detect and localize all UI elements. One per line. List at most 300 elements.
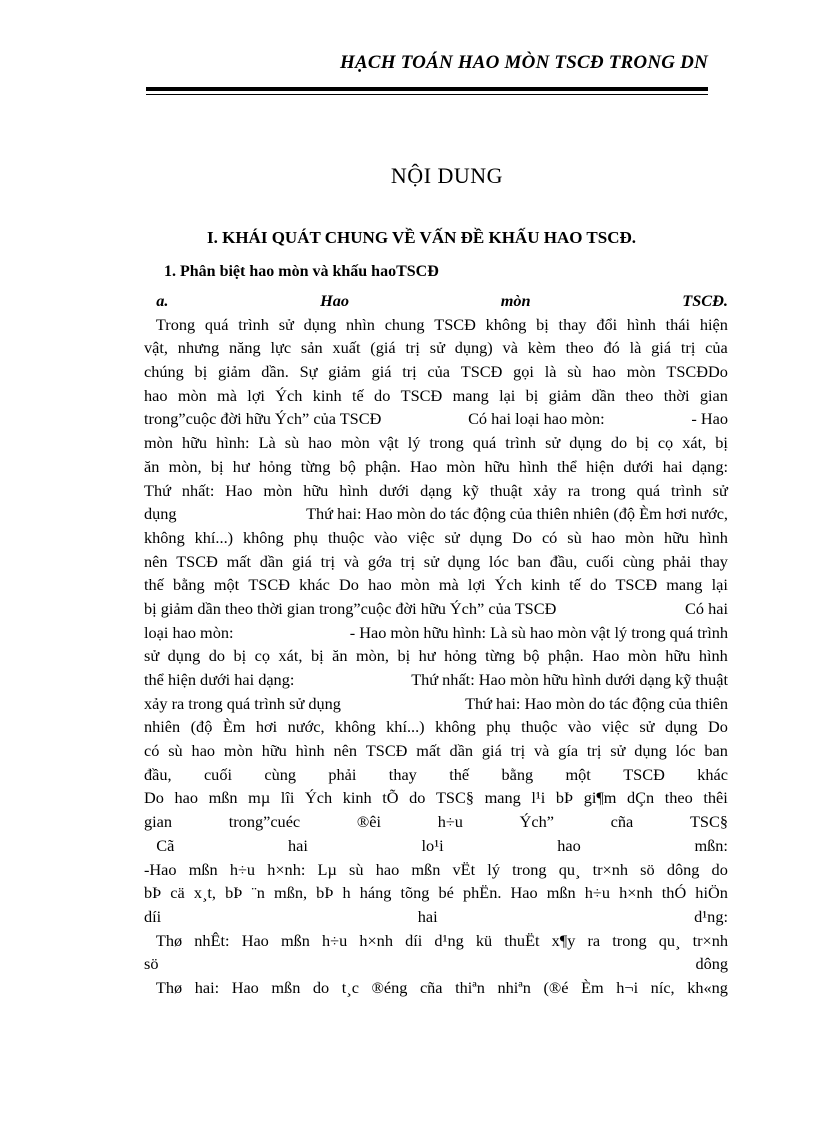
- body-word: - Hao mòn hữu hình: Là sù hao mòn vật lý trong quá trình: [349, 622, 728, 642]
- body-word: trị: [400, 551, 416, 571]
- body-word: dÇn: [627, 788, 655, 808]
- body-word: trình: [238, 314, 269, 334]
- body-word: vật,: [144, 338, 168, 358]
- body-word: trị: [405, 338, 420, 358]
- body-word: vào: [567, 717, 592, 737]
- body-word: cùng: [622, 551, 655, 571]
- header-title: HẠCH TOÁN HAO MÒN TSCĐ TRONG DN: [340, 52, 708, 73]
- body-word: thuËt: [504, 930, 540, 950]
- body-word: Do: [708, 717, 728, 737]
- body-word: của: [705, 338, 728, 358]
- body-line: [144, 929, 728, 953]
- body-word: gớa: [367, 551, 392, 571]
- body-word: ăn: [332, 646, 348, 666]
- body-word: mòn,: [168, 456, 202, 476]
- body-word: hữu: [484, 456, 510, 476]
- body-word: bộ: [339, 456, 356, 476]
- body-word: của: [427, 362, 451, 382]
- body-word: phải: [663, 551, 692, 571]
- body-word: mòn: [340, 433, 370, 453]
- body-word: Thứ hai: Hao mòn do tác động của thiên: [465, 693, 728, 713]
- body-line: [144, 881, 728, 905]
- body-line: [144, 455, 728, 479]
- body-word: lóc: [675, 741, 696, 761]
- body-word: giảm: [548, 385, 582, 405]
- body-line: [144, 313, 728, 337]
- body-line: [144, 976, 728, 1000]
- body-word: h÷u: [322, 930, 348, 950]
- body-word: Hao: [231, 977, 259, 997]
- body-word: vËt: [452, 859, 476, 879]
- body-word: mòn: [626, 362, 656, 382]
- body-line: [144, 550, 728, 574]
- body-word: thiªn: [455, 977, 485, 997]
- body-word: qu¸: [558, 859, 581, 879]
- body-word: thêi: [703, 788, 728, 808]
- body-word: trị: [402, 362, 417, 382]
- body-word: mang: [484, 788, 521, 808]
- body-word: TSCĐ: [400, 385, 443, 405]
- body-word: do: [409, 788, 426, 808]
- body-word: mßn: [188, 859, 218, 879]
- subsection-heading: 1. Phân biệt hao mòn và khấu haoTSCĐ: [164, 263, 439, 280]
- body-word: và: [533, 741, 550, 761]
- body-word: sö: [640, 859, 655, 879]
- body-word: h÷u: [437, 812, 463, 832]
- body-word: hao: [375, 859, 400, 879]
- body-word: dụng: [634, 741, 667, 761]
- body-word: bị: [210, 456, 224, 476]
- body-word: hao: [144, 385, 168, 405]
- body-word: thời: [663, 385, 690, 405]
- body-word: sản: [300, 338, 323, 358]
- body-line: [144, 502, 728, 526]
- body-word: tr×nh: [692, 930, 728, 950]
- body-word: sù: [349, 859, 364, 879]
- body-word: mòn: [500, 291, 531, 310]
- body-line: [144, 692, 728, 716]
- body-word: Có hai loại hao mòn:: [468, 409, 605, 429]
- body-word: h×nh:: [267, 859, 306, 879]
- body-word: trong: [612, 930, 647, 950]
- body-line: [144, 336, 728, 360]
- body-word: cä: [170, 883, 185, 903]
- body-word: phụ: [293, 527, 319, 547]
- body-word: tế: [569, 575, 581, 595]
- body-word: TSCĐ: [623, 764, 665, 784]
- body-line: [144, 289, 728, 313]
- body-word: lý: [487, 859, 500, 879]
- body-line: [144, 407, 728, 431]
- body-word: cña: [610, 812, 634, 832]
- body-word: hữu: [663, 527, 690, 547]
- body-word: không: [144, 527, 185, 547]
- body-word: sử: [639, 717, 655, 737]
- body-word: hữu: [261, 741, 287, 761]
- body-word: thay: [699, 551, 728, 571]
- body-word: gía: [558, 741, 579, 761]
- body-word: t¸c: [341, 977, 359, 997]
- body-word: dụng: [144, 504, 177, 524]
- body-word: trong: [429, 433, 464, 453]
- body-word: hữu: [181, 433, 208, 453]
- body-word: hư: [232, 456, 250, 476]
- body-word: quá: [472, 433, 497, 453]
- body-word: giảm: [217, 362, 251, 382]
- body-word: ban: [517, 551, 542, 571]
- body-word: dụng: [569, 433, 602, 453]
- body-word: phải: [328, 764, 357, 784]
- body-word: sử: [429, 338, 445, 358]
- body-word: kinh: [531, 575, 560, 595]
- body-word: thuộc: [521, 717, 558, 737]
- body-word: bị: [310, 646, 324, 666]
- body-word: nước,: [287, 717, 325, 737]
- body-word: dạng: [420, 480, 452, 500]
- body-line: [144, 644, 728, 668]
- body-word: Ých: [494, 575, 522, 595]
- body-word: ban: [704, 741, 728, 761]
- body-word: hình:: [216, 433, 250, 453]
- body-word: hao: [191, 741, 216, 761]
- body-word: hữu: [303, 480, 329, 500]
- body-word: (độ: [190, 717, 213, 737]
- body-word: mßn: [208, 788, 238, 808]
- body-word: mòn,: [355, 646, 389, 666]
- body-word: x¸t,: [193, 883, 216, 903]
- body-word: sử: [712, 480, 728, 500]
- body-word: bÞ: [225, 883, 243, 903]
- body-word: mang: [666, 575, 703, 595]
- body-word: sù: [567, 527, 582, 547]
- body-word: do: [208, 646, 225, 666]
- body-word: dông: [666, 859, 700, 879]
- body-word: TSCĐ: [615, 575, 658, 595]
- body-word: mà: [438, 575, 459, 595]
- body-word: Ých: [275, 385, 303, 405]
- body-word: hình: [339, 480, 369, 500]
- body-word: phận.: [365, 456, 401, 476]
- body-word: kü: [475, 930, 493, 950]
- body-word: TSC§: [689, 812, 728, 832]
- body-word: x¶y: [551, 930, 576, 950]
- body-word: hiện: [699, 314, 728, 334]
- body-word: nên: [144, 551, 168, 571]
- body-word: dần: [591, 385, 616, 405]
- body-word: hai: [287, 835, 308, 855]
- body-word: lợi: [247, 385, 265, 405]
- body-word: hai:: [194, 977, 220, 997]
- body-word: bÞ: [316, 883, 334, 903]
- body-word: nhÊt:: [194, 930, 230, 950]
- body-word: khí...): [194, 527, 234, 547]
- body-word: Lµ: [317, 859, 337, 879]
- body-word: hao: [174, 788, 199, 808]
- body-word: -Hao: [144, 859, 177, 879]
- body-word: nhất:: [181, 480, 215, 500]
- body-word: TSC§: [435, 788, 474, 808]
- body-word: (®é: [543, 977, 569, 997]
- body-word: hao: [592, 362, 616, 382]
- body-word: dần.: [261, 362, 289, 382]
- body-word: hư: [418, 646, 436, 666]
- body-word: khí...): [386, 717, 425, 737]
- body-word: xảy ra trong quá trình sử dụng: [144, 693, 341, 713]
- body-word: Trong: [144, 314, 196, 334]
- body-line: [144, 621, 728, 645]
- body-word: không: [485, 314, 527, 334]
- body-word: bÞ: [555, 788, 574, 808]
- body-word: phụ: [486, 717, 511, 737]
- body-word: mất: [226, 551, 251, 571]
- body-word: bé: [438, 883, 454, 903]
- body-word: dần: [259, 551, 284, 571]
- body-word: việc: [601, 717, 629, 737]
- body-word: thế: [449, 764, 470, 784]
- body-word: Hao: [320, 291, 350, 310]
- body-word: mà: [217, 385, 237, 405]
- body-word: khác: [299, 575, 330, 595]
- body-word: giá: [371, 362, 392, 382]
- body-word: thái: [665, 314, 691, 334]
- body-word: dông: [695, 954, 728, 974]
- body-word: do: [711, 859, 728, 879]
- body-word: díi: [144, 906, 162, 926]
- body-word: Cã: [144, 835, 175, 855]
- body-word: có: [144, 741, 160, 761]
- body-word: ®éng: [371, 977, 408, 997]
- body-word: kinh: [312, 385, 342, 405]
- body-word: gi¶m: [583, 788, 617, 808]
- body-word: mßn: [271, 977, 301, 997]
- body-word: hình: [698, 527, 728, 547]
- body-word: tr×nh: [592, 859, 628, 879]
- body-line: [144, 360, 728, 384]
- body-word: hai: [417, 906, 438, 926]
- body-word: hình: [698, 646, 728, 666]
- body-word: Hao: [241, 930, 269, 950]
- body-word: ¨n: [251, 883, 265, 903]
- body-word: mòn: [223, 741, 253, 761]
- body-word: trong: [512, 859, 547, 879]
- body-word: bÞ: [144, 883, 162, 903]
- body-word: theo: [565, 338, 594, 358]
- body-word: bị: [194, 362, 208, 382]
- body-word: ăn: [144, 456, 160, 476]
- body-word: từng: [300, 456, 331, 476]
- body-word: Do: [512, 527, 533, 547]
- body-word: Do: [339, 575, 359, 595]
- body-word: bị: [636, 433, 649, 453]
- body-word: sù: [567, 362, 582, 382]
- body-word: loại hao mòn:: [144, 622, 234, 642]
- body-word: mòn: [625, 527, 655, 547]
- body-word: sử: [144, 646, 160, 666]
- body-word: bằng: [173, 575, 205, 595]
- body-line: [144, 715, 728, 739]
- body-word: lợi: [467, 575, 486, 595]
- body-word: Có hai: [685, 598, 728, 618]
- body-line: [144, 597, 728, 621]
- body-word: Ých”: [519, 812, 554, 832]
- body-word: và: [343, 551, 360, 571]
- body-word: thể hiện dưới hai dạng:: [144, 670, 295, 689]
- body-line: [144, 786, 728, 810]
- body-word: việc: [407, 527, 435, 547]
- body-word: mßn,: [274, 883, 308, 903]
- body-word: Hao: [410, 456, 438, 476]
- body-word: hình: [518, 456, 548, 476]
- body-word: háng: [359, 883, 392, 903]
- body-word: sử: [444, 527, 460, 547]
- body-word: nhưng: [177, 338, 220, 358]
- body-word: dụng: [664, 717, 698, 737]
- body-word: Ých: [304, 788, 333, 808]
- body-word: thay: [558, 314, 587, 334]
- body-word: sử: [545, 433, 561, 453]
- body-word: sử: [278, 314, 294, 334]
- body-word: nhiªn: [497, 977, 531, 997]
- body-word: là: [544, 362, 557, 382]
- body-word: kèm: [527, 338, 556, 358]
- body-word: đầu,: [144, 764, 172, 784]
- body-word: h÷u: [584, 883, 610, 903]
- body-word: giá: [651, 338, 672, 358]
- body-word: Sự: [299, 362, 318, 382]
- body-line: [144, 810, 728, 834]
- body-word: bộ: [523, 646, 540, 666]
- body-word: chúng: [144, 362, 184, 382]
- body-word: mòn: [400, 575, 430, 595]
- body-word: đầu,: [549, 551, 578, 571]
- body-word: dần: [449, 741, 474, 761]
- body-word: tế: [351, 385, 364, 405]
- body-word: díi: [405, 930, 423, 950]
- body-word: hình: [626, 314, 656, 334]
- body-word: chung: [384, 314, 425, 334]
- body-word: dụng: [167, 646, 201, 666]
- body-word: sö: [144, 954, 159, 974]
- body-line: [144, 668, 728, 692]
- body-line: [144, 952, 728, 976]
- body-word: dưới: [379, 480, 410, 500]
- body-word: cuối: [203, 764, 232, 784]
- body-word: hình: [295, 741, 325, 761]
- body-word: lý: [407, 433, 421, 453]
- body-word: do: [610, 433, 628, 453]
- body-word: trị: [680, 338, 696, 358]
- body-word: hao: [557, 835, 581, 855]
- body-word: Là: [258, 433, 276, 453]
- body-word: lại: [499, 385, 516, 405]
- body-word: vật: [378, 433, 399, 453]
- body-word: hai: [662, 456, 683, 476]
- body-word: trị: [510, 741, 526, 761]
- body-word: có: [541, 527, 558, 547]
- body-word: theo: [625, 385, 654, 405]
- body-word: thế: [144, 575, 164, 595]
- body-word: l¹i: [531, 788, 546, 808]
- body-word: trình: [505, 433, 537, 453]
- body-word: h×nh: [359, 930, 393, 950]
- body-word: Hao: [225, 480, 253, 500]
- body-line: [144, 431, 728, 455]
- body-word: - Hao: [691, 409, 728, 429]
- body-word: kinh: [342, 788, 372, 808]
- body-line: [144, 739, 728, 763]
- body-word: mất: [416, 741, 441, 761]
- body-word: lóc: [488, 551, 509, 571]
- body-word: sù: [284, 433, 300, 453]
- body-word: lại: [711, 575, 728, 595]
- body-word: bị: [715, 433, 728, 453]
- body-word: năng: [229, 338, 261, 358]
- body-word: bị: [397, 646, 411, 666]
- body-word: là: [629, 338, 642, 358]
- body-word: hơi: [255, 717, 278, 737]
- body-word: Hao: [592, 646, 620, 666]
- body-word: TSCĐ: [434, 314, 476, 334]
- body-word: h¬i: [616, 977, 639, 997]
- body-word: đổi: [596, 314, 618, 334]
- body-word: lîi: [280, 788, 295, 808]
- body-word: dưới: [623, 456, 654, 476]
- body-word: tÕ: [382, 788, 399, 808]
- body-word: mòn: [627, 646, 657, 666]
- body-word: Thứ hai: Hao mòn do tác động của thiên nhiên (độ Èm hơi nước,: [306, 504, 728, 524]
- body-word: và: [502, 338, 518, 358]
- body-word: dạng:: [691, 456, 728, 476]
- body-word: ra: [567, 480, 581, 500]
- header-rule-thin: [146, 94, 708, 95]
- body-line: [144, 858, 728, 882]
- body-word: thể: [557, 456, 577, 476]
- body-word: một: [565, 764, 591, 784]
- body-word: phận.: [548, 646, 584, 666]
- body-word: gọi: [513, 362, 534, 382]
- body-word: xát,: [682, 433, 707, 453]
- body-word: dụng): [454, 338, 493, 358]
- body-word: hỏng: [444, 646, 477, 666]
- body-word: hao: [308, 433, 332, 453]
- body-word: cuối: [586, 551, 615, 571]
- body-word: bị giảm dần theo thời gian trong”cuộc đời hữu Ých” của TSCĐ: [144, 598, 557, 618]
- body-word: mßn: [546, 883, 576, 903]
- body-word: h÷u: [229, 859, 256, 879]
- body-word: cùng: [264, 764, 297, 784]
- body-word: TSCĐ: [248, 575, 290, 595]
- body-word: tõng: [400, 883, 430, 903]
- body-word: hiÖn: [695, 883, 728, 903]
- body-word: quá: [636, 480, 661, 500]
- body-word: xuất: [332, 338, 361, 358]
- body-word: do: [312, 977, 330, 997]
- body-word: kh«ng: [687, 977, 728, 997]
- body-word: gian: [144, 812, 173, 832]
- body-word: thÓ: [661, 883, 687, 903]
- body-word: d¹ng:: [694, 906, 728, 926]
- body-line: [144, 834, 728, 858]
- page-title: NỘI DUNG: [390, 163, 504, 188]
- body-word: ra: [587, 930, 601, 950]
- body-word: gian: [699, 385, 728, 405]
- body-word: TSCĐ.: [682, 291, 728, 310]
- body-word: xảy: [533, 480, 557, 500]
- body-word: ®êi: [356, 812, 381, 832]
- body-word: giảm: [328, 362, 361, 382]
- body-word: một: [213, 575, 240, 595]
- body-line: [144, 905, 728, 929]
